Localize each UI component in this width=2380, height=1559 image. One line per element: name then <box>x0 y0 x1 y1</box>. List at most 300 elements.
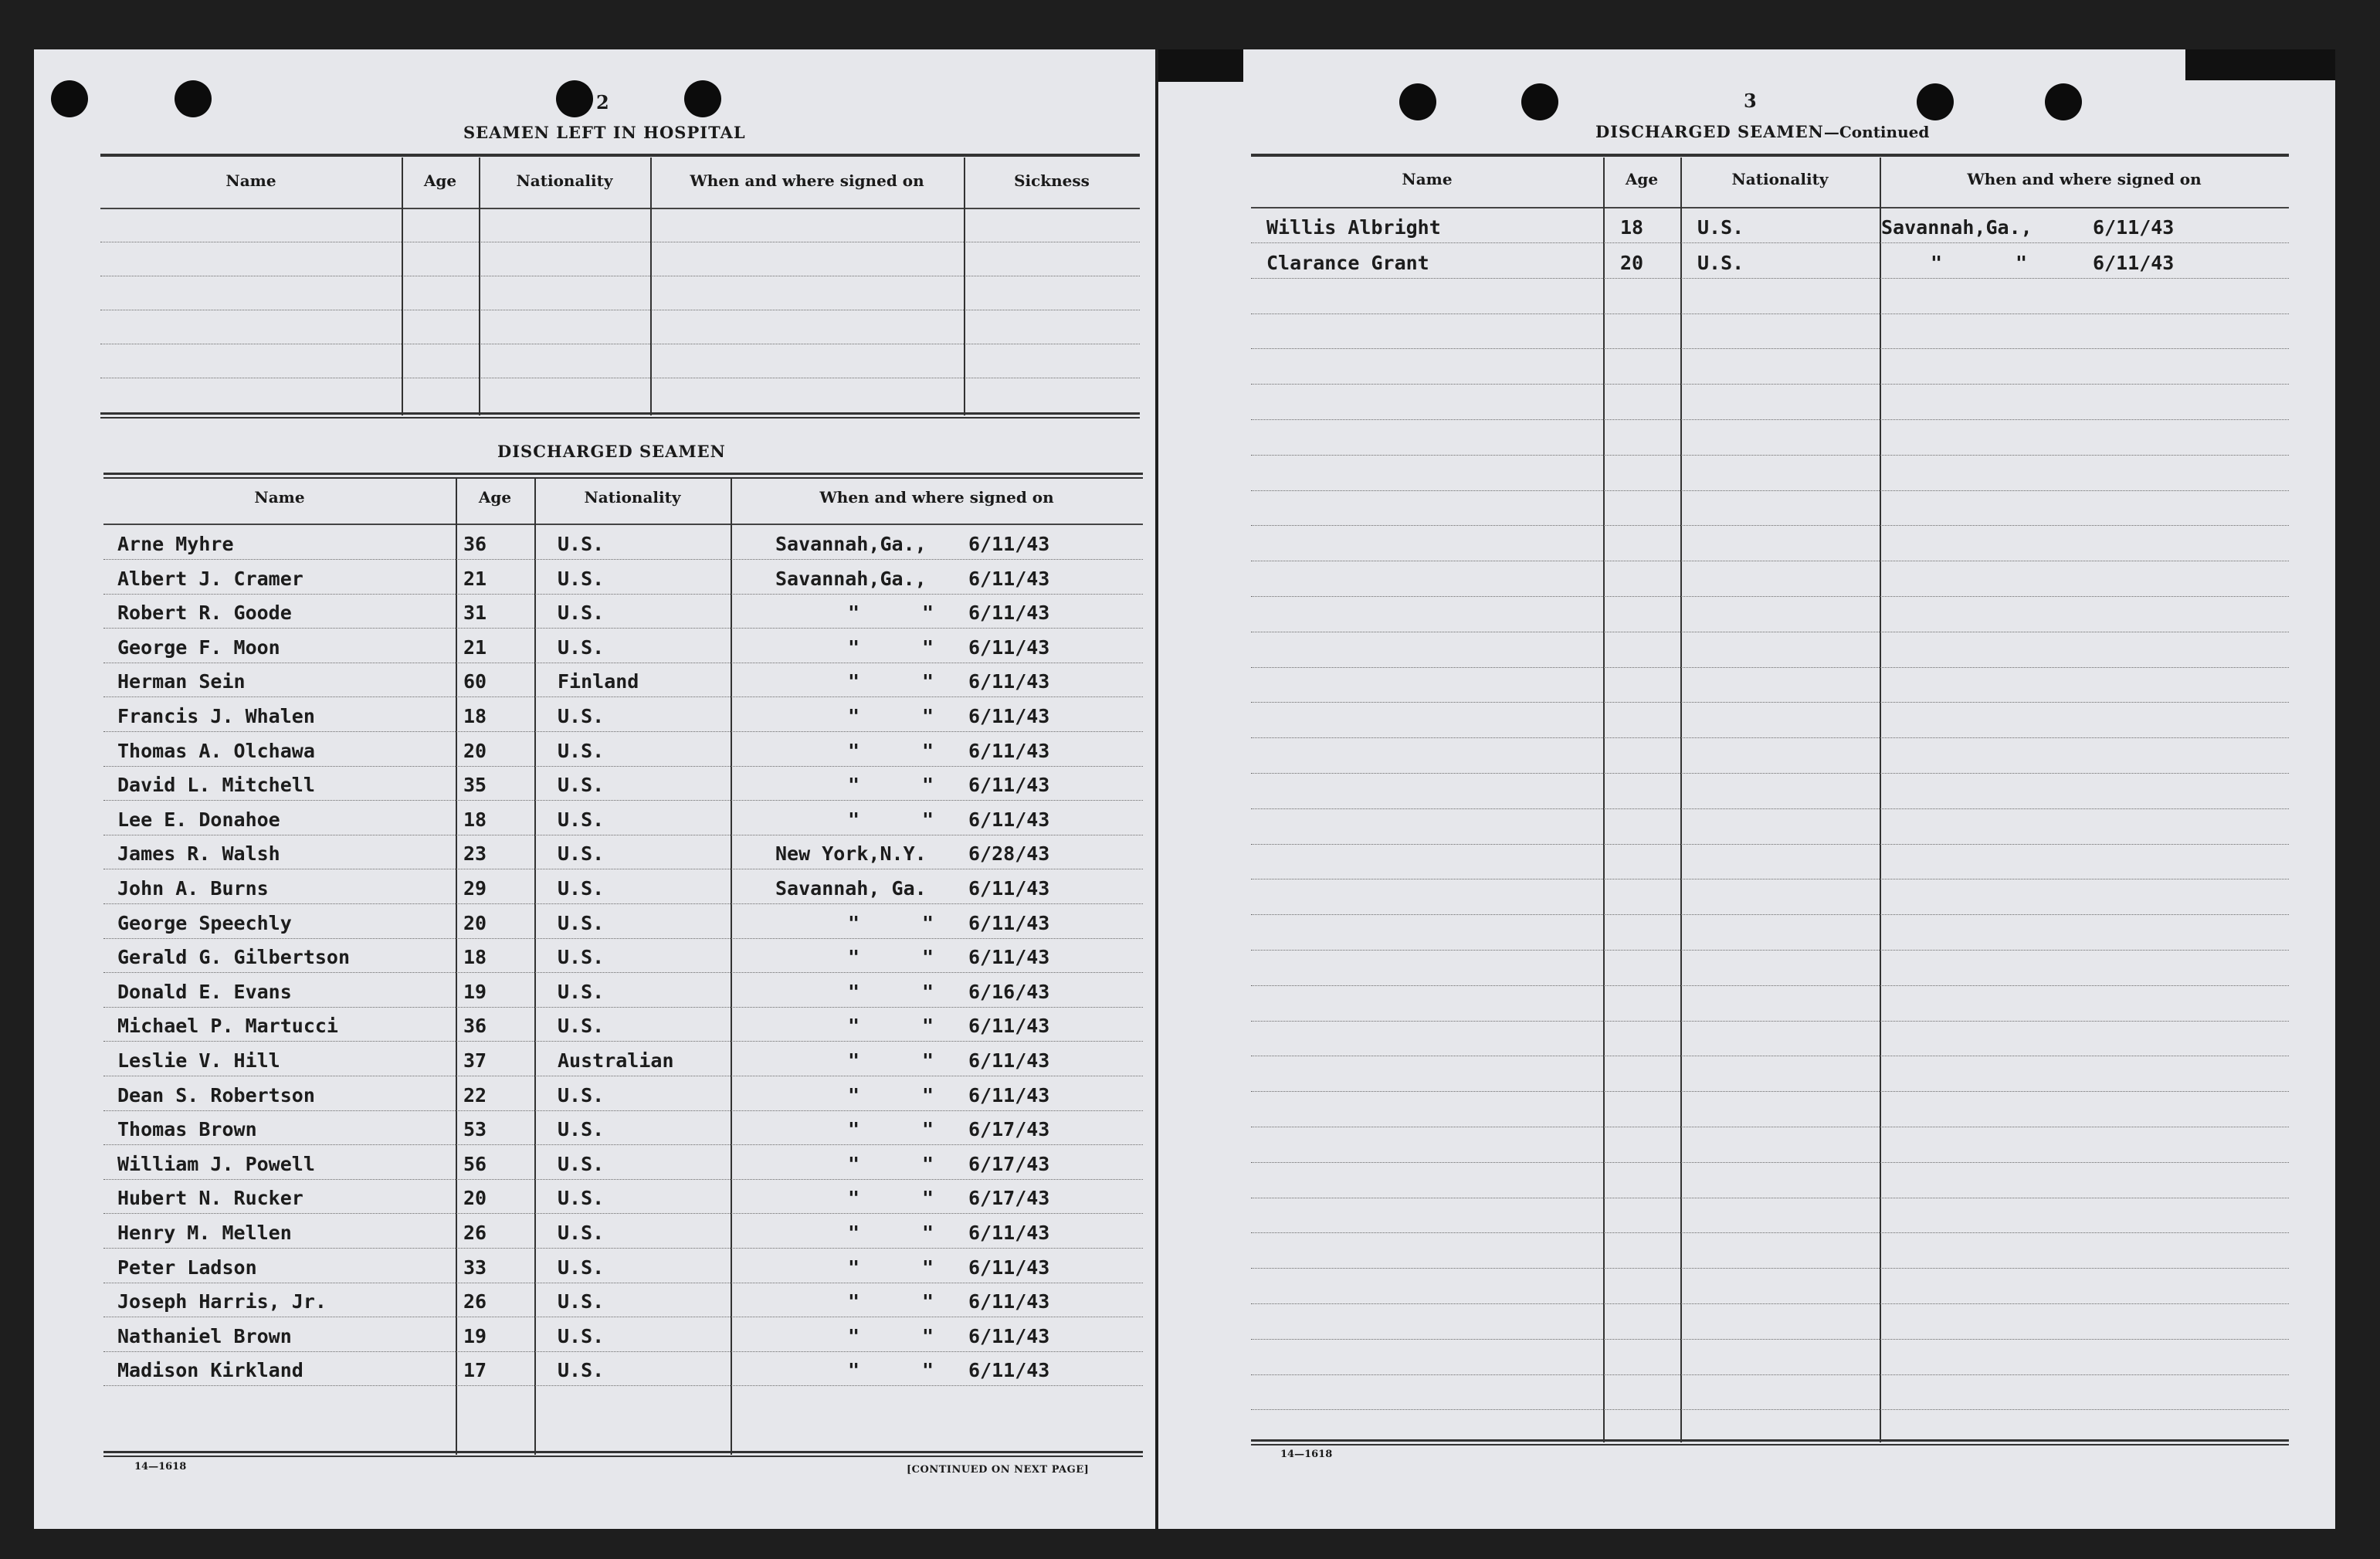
signed-on-place: Savannah, Ga. <box>775 877 927 900</box>
signed-on-place: " <box>848 946 860 969</box>
row-line <box>103 1179 1143 1180</box>
signed-on-place-ditto: " <box>922 739 934 762</box>
row-line <box>1251 419 2289 420</box>
signed-on-place: " <box>848 1222 860 1244</box>
table-row <box>103 873 1143 903</box>
row-line <box>103 731 1143 732</box>
empty-table-row <box>1251 1167 2289 1198</box>
empty-table-row <box>1251 671 2289 702</box>
seaman-name: Madison Kirkland <box>117 1359 303 1382</box>
row-line <box>103 903 1143 904</box>
signed-on-date: 6/11/43 <box>968 602 1050 625</box>
row-line <box>1251 525 2289 526</box>
punch-hole-icon <box>1917 83 1954 120</box>
seaman-age: 18 <box>1620 216 1644 239</box>
discharged-section-title: DISCHARGED SEAMEN <box>497 442 726 461</box>
seaman-age: 18 <box>463 808 487 831</box>
left-page <box>34 49 1155 1529</box>
empty-table-row <box>1251 1131 2289 1162</box>
seaman-name: Hubert N. Rucker <box>117 1187 303 1210</box>
signed-on-place-ditto: " <box>922 808 934 831</box>
seaman-nationality: Finland <box>558 670 639 693</box>
table-row <box>103 1286 1143 1317</box>
signed-on-place: " <box>848 1256 860 1279</box>
seaman-name: Herman Sein <box>117 670 246 693</box>
discharged-table-top-rule <box>103 473 1143 479</box>
row-line <box>1251 702 2289 703</box>
table-row <box>103 1182 1143 1213</box>
signed-on-date: 6/11/43 <box>968 1015 1050 1038</box>
table-row <box>103 838 1143 869</box>
row-line <box>1251 914 2289 915</box>
row-line <box>103 628 1143 629</box>
seaman-name: George F. Moon <box>117 635 280 659</box>
seaman-name: Arne Myhre <box>117 533 234 555</box>
empty-table-row <box>1251 707 2289 737</box>
row-line <box>1251 1091 2289 1092</box>
signed-on-place: " <box>848 1290 860 1313</box>
hospital-table-top-rule <box>100 154 1140 157</box>
seaman-age: 53 <box>463 1118 487 1141</box>
seaman-nationality: U.S. <box>558 1118 605 1141</box>
empty-table-row <box>1251 848 2289 879</box>
signed-on-place: " <box>848 739 860 762</box>
empty-table-row <box>1251 990 2289 1021</box>
signed-on-date: 6/11/43 <box>968 1324 1050 1347</box>
hospital-col-divider <box>402 158 403 415</box>
signed-on-date: 6/11/43 <box>968 946 1050 969</box>
right-page <box>1158 49 2335 1529</box>
signed-on-date: 6/11/43 <box>968 1083 1050 1107</box>
empty-table-row <box>1251 494 2289 525</box>
row-line <box>1251 1339 2289 1340</box>
signed-on-place-ditto: " <box>922 1118 934 1141</box>
hospital-header-age: Age <box>423 171 457 190</box>
seaman-nationality: U.S. <box>558 739 605 762</box>
empty-table-row <box>1251 1378 2289 1409</box>
seaman-name: Nathaniel Brown <box>117 1324 292 1347</box>
row-line <box>103 696 1143 697</box>
row-line <box>1251 737 2289 738</box>
table-bottom-rule <box>1251 1439 2289 1445</box>
signed-on-place: " <box>848 774 860 797</box>
table-row <box>1251 212 2289 242</box>
signed-on-place-ditto: " <box>922 774 934 797</box>
signed-on-place: " <box>848 1083 860 1107</box>
signed-on-place-ditto: " <box>922 670 934 693</box>
seaman-name: James R. Walsh <box>117 842 280 866</box>
row-line <box>103 594 1143 595</box>
empty-table-row <box>1251 1025 2289 1056</box>
punch-hole-icon <box>1399 83 1436 120</box>
discharged-header-signed-on: When and where signed on <box>819 488 1054 507</box>
seaman-name: John A. Burns <box>117 877 269 900</box>
empty-table-row <box>1251 1096 2289 1127</box>
signed-on-place-ditto: " <box>922 980 934 1003</box>
signed-on-place: " <box>848 1118 860 1141</box>
signed-on-date: 6/11/43 <box>2093 251 2175 274</box>
continued-note: [CONTINUED ON NEXT PAGE] <box>907 1464 1090 1476</box>
signed-on-place: Savannah,Ga., <box>1881 216 2032 239</box>
row-line <box>1251 1268 2289 1269</box>
row-line <box>103 1248 1143 1249</box>
empty-table-row <box>1251 636 2289 667</box>
row-line <box>1251 596 2289 597</box>
binding-tab <box>1158 49 1243 82</box>
seaman-age: 56 <box>463 1152 487 1175</box>
signed-on-date: 6/11/43 <box>968 774 1050 797</box>
hospital-col-divider <box>479 158 480 415</box>
row-line <box>1251 844 2289 845</box>
discharged-header-name: Name <box>254 488 305 507</box>
signed-on-date: 6/11/43 <box>968 877 1050 900</box>
table-row <box>103 1148 1143 1179</box>
empty-table-row <box>1251 283 2289 313</box>
seaman-age: 20 <box>463 911 487 934</box>
hospital-header-nationality: Nationality <box>516 171 613 190</box>
seaman-name: Leslie V. Hill <box>117 1049 280 1072</box>
hospital-header-signed-on: When and where signed on <box>690 171 924 190</box>
table-row <box>103 1320 1143 1351</box>
seaman-age: 21 <box>463 635 487 659</box>
seaman-name: Albert J. Cramer <box>117 567 303 590</box>
seaman-nationality: U.S. <box>1697 251 1744 274</box>
hospital-header-sickness: Sickness <box>1014 171 1090 190</box>
seaman-nationality: U.S. <box>558 1256 605 1279</box>
signed-on-place: " <box>848 1049 860 1072</box>
row-line <box>1251 242 2289 243</box>
seaman-nationality: U.S. <box>558 567 605 590</box>
row-line <box>1251 1303 2289 1304</box>
seaman-age: 29 <box>463 877 487 900</box>
seaman-name: Joseph Harris, Jr. <box>117 1290 327 1313</box>
signed-on-place: New York,N.Y. <box>775 842 927 866</box>
empty-table-row <box>1251 1273 2289 1303</box>
signed-on-place-ditto: " <box>922 1324 934 1347</box>
page-number: 3 <box>1744 90 1757 112</box>
empty-table-row <box>1251 1344 2289 1374</box>
row-line <box>1251 455 2289 456</box>
seaman-name: Gerald G. Gilbertson <box>117 946 351 969</box>
seaman-name: Robert R. Goode <box>117 602 292 625</box>
signed-on-place-ditto: " <box>922 705 934 727</box>
seaman-nationality: U.S. <box>558 808 605 831</box>
discharged-header-nationality: Nationality <box>584 488 681 507</box>
seaman-age: 21 <box>463 567 487 590</box>
row-line <box>103 938 1143 939</box>
signed-on-place-ditto: " <box>922 1290 934 1313</box>
seaman-name: William J. Powell <box>117 1152 315 1175</box>
signed-on-place-ditto: " <box>922 1083 934 1107</box>
signed-on-date: 6/11/43 <box>968 808 1050 831</box>
row-line <box>1251 348 2289 349</box>
title-suffix: —Continued <box>1823 123 1930 141</box>
signed-on-date: 6/11/43 <box>968 635 1050 659</box>
table-row <box>103 1010 1143 1041</box>
empty-table-row <box>1251 1237 2289 1268</box>
signed-on-date: 6/28/43 <box>968 842 1050 866</box>
table-row <box>103 1354 1143 1385</box>
signed-on-date: 6/16/43 <box>968 980 1050 1003</box>
seaman-age: 17 <box>463 1359 487 1382</box>
signed-on-date: 6/11/43 <box>968 1256 1050 1279</box>
page-number: 2 <box>596 91 609 114</box>
seaman-age: 36 <box>463 533 487 555</box>
table-row <box>1251 247 2289 278</box>
seaman-nationality: U.S. <box>558 1290 605 1313</box>
signed-on-place: " <box>848 1015 860 1038</box>
seaman-nationality: U.S. <box>558 1359 605 1382</box>
row-line <box>1251 278 2289 279</box>
form-number: 14—1618 <box>134 1461 187 1473</box>
signed-on-place-ditto: " <box>922 946 934 969</box>
table-row <box>103 1045 1143 1076</box>
row-line <box>1251 313 2289 314</box>
seaman-age: 18 <box>463 946 487 969</box>
signed-on-date: 6/11/43 <box>968 670 1050 693</box>
seaman-name: Henry M. Mellen <box>117 1222 292 1244</box>
seaman-name: George Speechly <box>117 911 292 934</box>
signed-on-place: " <box>848 1324 860 1347</box>
seaman-name: Lee E. Donahoe <box>117 808 280 831</box>
table-row <box>103 528 1143 559</box>
seaman-name: Michael P. Martucci <box>117 1015 338 1038</box>
seaman-nationality: U.S. <box>558 1152 605 1175</box>
seaman-nationality: U.S. <box>558 1015 605 1038</box>
header-signed-on: When and where signed on <box>1967 170 2202 188</box>
seaman-age: 20 <box>1620 251 1644 274</box>
seaman-age: 20 <box>463 739 487 762</box>
seaman-nationality: U.S. <box>558 946 605 969</box>
signed-on-place: " <box>848 635 860 659</box>
table-row <box>103 666 1143 696</box>
signed-on-date: 6/11/43 <box>968 911 1050 934</box>
hospital-table-bottom-rule <box>100 412 1140 419</box>
signed-on-place: " <box>848 1187 860 1210</box>
binding-tab <box>2185 49 2335 80</box>
header-age: Age <box>1625 170 1659 188</box>
empty-table-row <box>1251 1201 2289 1232</box>
seaman-age: 26 <box>463 1222 487 1244</box>
row-line <box>103 800 1143 801</box>
signed-on-place-ditto: " <box>922 1256 934 1279</box>
empty-table-row <box>1251 813 2289 844</box>
signed-on-place-ditto: " <box>922 1222 934 1244</box>
empty-table-row <box>1251 778 2289 808</box>
seaman-age: 36 <box>463 1015 487 1038</box>
table-top-rule <box>1251 154 2289 157</box>
seaman-age: 22 <box>463 1083 487 1107</box>
signed-on-date: 6/17/43 <box>968 1152 1050 1175</box>
empty-table-row <box>1251 883 2289 914</box>
signed-on-place: " <box>848 1152 860 1175</box>
seaman-age: 37 <box>463 1049 487 1072</box>
punch-hole-icon <box>684 80 721 117</box>
empty-table-row <box>1251 530 2289 561</box>
header-name: Name <box>1402 170 1453 188</box>
signed-on-date: 6/11/43 <box>968 1049 1050 1072</box>
seaman-name: Dean S. Robertson <box>117 1083 315 1107</box>
row-line <box>103 1007 1143 1008</box>
table-row <box>103 804 1143 835</box>
header-rule <box>1251 207 2289 208</box>
discharged-header-age: Age <box>478 488 512 507</box>
row-line <box>1251 667 2289 668</box>
seaman-name: Clarance Grant <box>1266 251 1429 274</box>
hospital-col-divider <box>650 158 652 415</box>
signed-on-date: 6/11/43 <box>2093 216 2175 239</box>
header-nationality: Nationality <box>1731 170 1829 188</box>
table-row <box>103 1252 1143 1283</box>
empty-table-row <box>1251 388 2289 419</box>
seaman-nationality: Australian <box>558 1049 674 1072</box>
row-line <box>1251 1374 2289 1375</box>
signed-on-place: " <box>848 670 860 693</box>
seaman-nationality: U.S. <box>558 533 605 555</box>
signed-on-date: 6/11/43 <box>968 739 1050 762</box>
empty-table-row <box>1251 424 2289 455</box>
signed-on-place: Savannah,Ga., <box>775 533 927 555</box>
empty-table-row <box>1251 954 2289 985</box>
row-line <box>1251 950 2289 951</box>
seaman-nationality: U.S. <box>558 877 605 900</box>
table-row <box>103 632 1143 663</box>
empty-table-row <box>1251 1308 2289 1339</box>
empty-table-row <box>1251 565 2289 596</box>
punch-hole-icon <box>175 80 212 117</box>
signed-on-place-ditto: " <box>2016 251 2028 274</box>
seaman-nationality: U.S. <box>558 1187 605 1210</box>
seaman-name: Thomas Brown <box>117 1118 257 1141</box>
signed-on-place-ditto: " <box>922 911 934 934</box>
row-line <box>1251 1021 2289 1022</box>
hospital-col-divider <box>964 158 965 415</box>
discharged-header-rule <box>103 524 1143 525</box>
seaman-age: 31 <box>463 602 487 625</box>
empty-table-row <box>1251 601 2289 632</box>
signed-on-place: " <box>848 602 860 625</box>
seaman-age: 23 <box>463 842 487 866</box>
seaman-nationality: U.S. <box>558 911 605 934</box>
seaman-name: David L. Mitchell <box>117 774 315 797</box>
signed-on-place-ditto: " <box>922 602 934 625</box>
signed-on-place: " <box>848 980 860 1003</box>
row-line <box>1251 773 2289 774</box>
signed-on-place-ditto: " <box>922 1359 934 1382</box>
row-line <box>1251 490 2289 491</box>
punch-hole-icon <box>2045 83 2082 120</box>
signed-on-place: " <box>848 705 860 727</box>
signed-on-place-ditto: " <box>922 1015 934 1038</box>
signed-on-place: " <box>1931 251 1943 274</box>
table-row <box>103 907 1143 938</box>
seaman-name: Thomas A. Olchawa <box>117 739 315 762</box>
empty-table-row <box>1251 317 2289 348</box>
empty-table-row <box>1251 742 2289 773</box>
row-line <box>1251 384 2289 385</box>
seaman-nationality: U.S. <box>558 980 605 1003</box>
seaman-age: 18 <box>463 705 487 727</box>
table-row <box>103 976 1143 1007</box>
seaman-nationality: U.S. <box>558 602 605 625</box>
seaman-nationality: U.S. <box>558 635 605 659</box>
signed-on-place-ditto: " <box>922 635 934 659</box>
seaman-nationality: U.S. <box>558 842 605 866</box>
signed-on-date: 6/17/43 <box>968 1187 1050 1210</box>
hospital-header-name: Name <box>225 171 276 190</box>
seaman-nationality: U.S. <box>558 705 605 727</box>
empty-table-row <box>1251 459 2289 490</box>
row-line <box>103 1385 1143 1386</box>
seaman-age: 20 <box>463 1187 487 1210</box>
seaman-age: 35 <box>463 774 487 797</box>
signed-on-date: 6/11/43 <box>968 567 1050 590</box>
seaman-name: Willis Albright <box>1266 216 1441 239</box>
signed-on-place: Savannah,Ga., <box>775 567 927 590</box>
row-line <box>103 1144 1143 1145</box>
form-number: 14—1618 <box>1280 1449 1333 1460</box>
seaman-name: Francis J. Whalen <box>117 705 315 727</box>
row-line <box>1251 1232 2289 1233</box>
row-line <box>1251 985 2289 986</box>
signed-on-date: 6/11/43 <box>968 1222 1050 1244</box>
seaman-age: 26 <box>463 1290 487 1313</box>
table-row <box>103 1217 1143 1248</box>
seaman-nationality: U.S. <box>1697 216 1744 239</box>
seaman-nationality: U.S. <box>558 1222 605 1244</box>
table-row <box>103 769 1143 800</box>
seaman-nationality: U.S. <box>558 1083 605 1107</box>
row-line <box>1251 1162 2289 1163</box>
row-line <box>103 559 1143 560</box>
row-line <box>103 766 1143 767</box>
seaman-name: Peter Ladson <box>117 1256 257 1279</box>
empty-table-row <box>1251 1060 2289 1091</box>
signed-on-date: 6/17/43 <box>968 1118 1050 1141</box>
signed-on-date: 6/11/43 <box>968 533 1050 555</box>
signed-on-place: " <box>848 911 860 934</box>
discharged-continued-title <box>1595 122 1929 141</box>
hospital-section-title: SEAMEN LEFT IN HOSPITAL <box>463 123 746 142</box>
seaman-age: 60 <box>463 670 487 693</box>
table-row <box>103 597 1143 628</box>
signed-on-place-ditto: " <box>922 1152 934 1175</box>
table-row <box>103 735 1143 766</box>
row-line <box>103 1110 1143 1111</box>
table-row <box>103 1079 1143 1110</box>
seaman-age: 33 <box>463 1256 487 1279</box>
signed-on-date: 6/11/43 <box>968 1290 1050 1313</box>
row-line <box>1251 808 2289 809</box>
seaman-nationality: U.S. <box>558 774 605 797</box>
punch-hole-icon <box>51 80 88 117</box>
signed-on-place-ditto: " <box>922 1049 934 1072</box>
row-line <box>103 1213 1143 1214</box>
empty-table-row <box>1251 353 2289 384</box>
table-row <box>103 941 1143 972</box>
table-row <box>103 700 1143 731</box>
row-line <box>1251 1409 2289 1410</box>
table-row <box>103 1113 1143 1144</box>
title-main: DISCHARGED SEAMEN <box>1595 122 1824 141</box>
row-line <box>103 972 1143 973</box>
seaman-nationality: U.S. <box>558 1324 605 1347</box>
row-line <box>103 1041 1143 1042</box>
signed-on-date: 6/11/43 <box>968 705 1050 727</box>
seaman-age: 19 <box>463 980 487 1003</box>
table-row <box>103 563 1143 594</box>
seaman-name: Donald E. Evans <box>117 980 292 1003</box>
